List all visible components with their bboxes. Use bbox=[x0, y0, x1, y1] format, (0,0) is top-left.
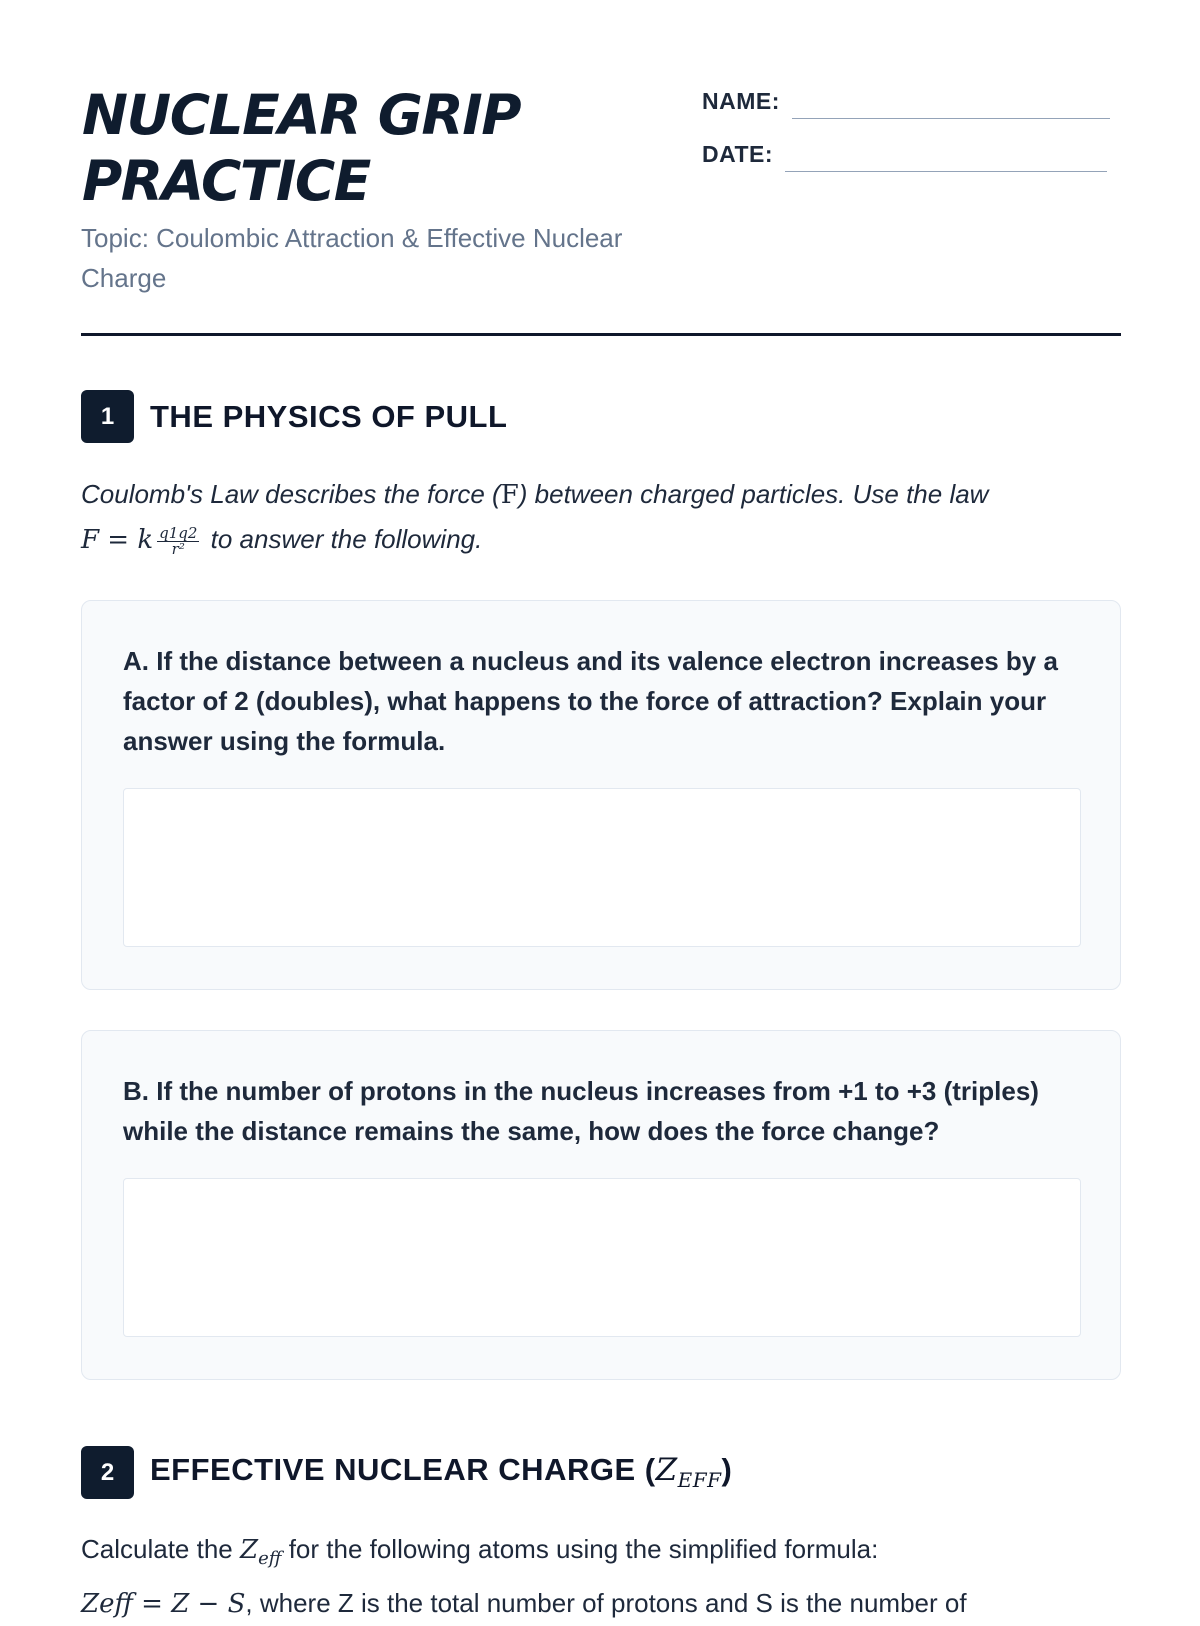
question-b-text: B. If the number of protons in the nucleus increases from +1 to +3 (triples) while the distance remains the same, how does the force change? bbox=[123, 1076, 1039, 1146]
topic-subtitle: Topic: Coulombic Attraction & Effective Nuclear Charge bbox=[81, 223, 623, 293]
section-1-intro bbox=[81, 472, 1121, 562]
intro-text-3: to answer the following. bbox=[203, 524, 483, 554]
section-1-heading bbox=[81, 390, 507, 443]
section-2-heading bbox=[81, 1446, 732, 1499]
calc-text-2: for the following atoms using the simplified formula: bbox=[281, 1534, 879, 1564]
question-a-text: A. If the distance between a nucleus and its valence electron increases by a factor of 2 (doubles), what happens to the force of attraction? Explain your answer using the formula. bbox=[123, 646, 1058, 756]
intro-text-1: Coulomb's Law describes the force ( bbox=[81, 479, 501, 509]
formula-numerator: q1q2 bbox=[159, 523, 198, 542]
name-label: NAME: bbox=[702, 88, 780, 114]
section-title: THE PHYSICS OF PULL bbox=[150, 398, 508, 434]
calc-zeff-subscript: eff bbox=[258, 1548, 282, 1570]
intro-variable: F bbox=[500, 480, 519, 510]
coulomb-formula-lhs: F = k bbox=[81, 525, 154, 555]
name-field bbox=[702, 88, 1110, 115]
section-number-badge: 1 bbox=[81, 390, 134, 443]
header-divider bbox=[81, 333, 1121, 336]
zeff-subscript: EFF bbox=[677, 1468, 722, 1493]
worksheet-title bbox=[82, 82, 642, 214]
section-2-title-close: ) bbox=[721, 1452, 733, 1488]
date-label: DATE: bbox=[702, 141, 774, 167]
formula-denominator: r² bbox=[171, 539, 185, 558]
question-card-b bbox=[81, 1030, 1121, 1380]
calc-text-1: Calculate the bbox=[81, 1534, 240, 1564]
section-2-instructions bbox=[81, 1527, 1131, 1626]
answer-box-b[interactable] bbox=[123, 1178, 1081, 1337]
date-blank-line[interactable] bbox=[785, 171, 1107, 172]
coulomb-formula-fraction bbox=[157, 523, 199, 558]
section-title bbox=[150, 1452, 732, 1492]
title-line-2: PRACTICE bbox=[82, 149, 370, 213]
calc-text-3: , where Z is the total number of protons and S is the number of bbox=[245, 1588, 967, 1619]
calc-zeff-symbol: Z bbox=[239, 1535, 259, 1565]
zeff-symbol: Z bbox=[655, 1452, 678, 1489]
title-line-1: NUCLEAR GRIP bbox=[82, 83, 521, 147]
answer-box-a[interactable] bbox=[123, 788, 1081, 947]
section-number-badge: 2 bbox=[81, 1446, 134, 1499]
question-card-a bbox=[81, 600, 1121, 990]
date-field bbox=[702, 141, 1107, 168]
intro-text-2: ) between charged particles. Use the law bbox=[518, 479, 989, 509]
name-blank-line[interactable] bbox=[792, 118, 1110, 119]
section-2-title-text: EFFECTIVE NUCLEAR CHARGE ( bbox=[150, 1452, 656, 1488]
zeff-formula: Zeff = Z − S bbox=[81, 1589, 246, 1620]
